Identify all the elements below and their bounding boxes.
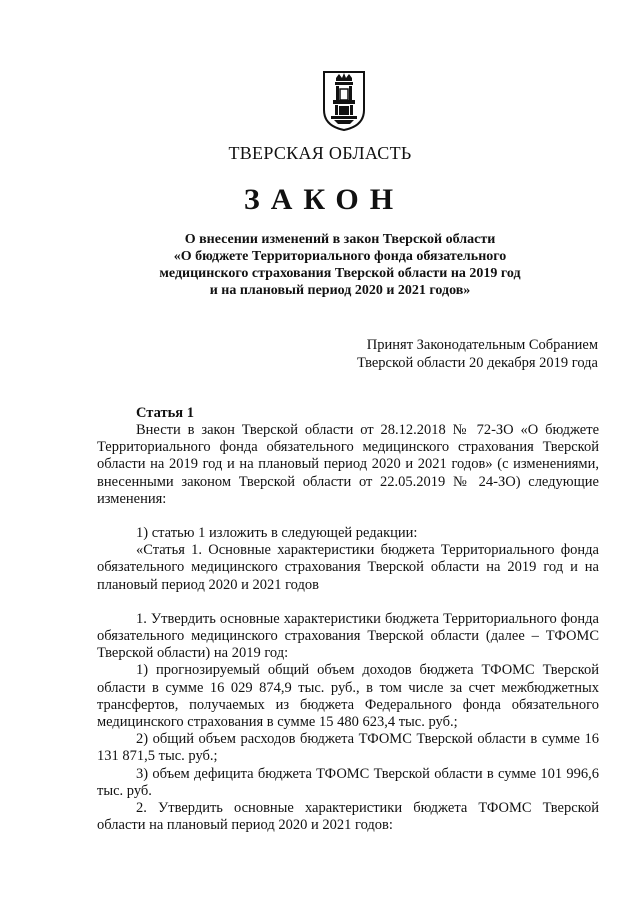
- budget-paragraph: 3) объем дефицита бюджета ТФОМС Тверской области в сумме 101 996,6 тыс. руб.: [97, 765, 599, 799]
- region-name: ТВЕРСКАЯ ОБЛАСТЬ: [228, 143, 412, 163]
- law-title-line: О внесении изменений в закон Тверской области: [184, 232, 496, 247]
- coat-of-arms-icon: [322, 70, 366, 132]
- amendment-item: 1) статью 1 изложить в следующей редакции:: [136, 525, 418, 542]
- law-title-line: и на плановый период 2020 и 2021 годов»: [209, 283, 471, 298]
- adoption-line: Принят Законодательным Собранием: [366, 337, 598, 353]
- budget-paragraph: 2. Утвердить основные характеристики бюджета ТФОМС Тверской области на плановый период 2020 и 2021 годов:: [97, 800, 599, 834]
- law-title-line: медицинского страхования Тверской области на 2019 год: [159, 266, 521, 281]
- law-title-line: «О бюджете Территориального фонда обязательного: [173, 249, 507, 264]
- adoption-line: Тверской области 20 декабря 2019 года: [356, 355, 598, 371]
- article-heading: Статья 1: [136, 405, 194, 421]
- adoption-note: [357, 336, 598, 372]
- article-intro-paragraph: Внести в закон Тверской области от 28.12.2018 № 72-ЗО «О бюджете Территориального фонда обязательного медицинского страхования Тверской области на 2019 год и на плановый период 2020 и 2021 годов» (с изменениями, внесенными законом Тверской области от 22.05.2019 № 24-ЗО) следующие изменения:: [97, 422, 599, 507]
- law-title: [110, 231, 570, 299]
- budget-paragraph: 2) общий объем расходов бюджета ТФОМС Тверской области в сумме 16 131 871,5 тыс. руб.;: [97, 731, 599, 765]
- budget-paragraph: 1. Утвердить основные характеристики бюджета Территориального фонда обязательного медицинского страхования Тверской области (далее – ТФОМС Тверской области) на 2019 год:: [97, 610, 599, 662]
- article-body: [97, 422, 599, 834]
- budget-paragraph: 1) прогнозируемый общий объем доходов бюджета ТФОМС Тверской области в сумме 16 029 874,9 тыс. руб., в том числе за счет межбюджетных трансфертов, получаемых из бюджета Федерального фонда обязательного медицинского страхования в сумме 15 480 623,4 тыс. руб.;: [97, 662, 599, 731]
- document-type-heading: ЗАКОН: [243, 183, 405, 216]
- quoted-article-heading: «Статья 1. Основные характеристики бюджета Территориального фонда обязательного медицинского страхования Тверской области на 2019 год и на плановый период 2020 и 2021 годов: [97, 542, 599, 593]
